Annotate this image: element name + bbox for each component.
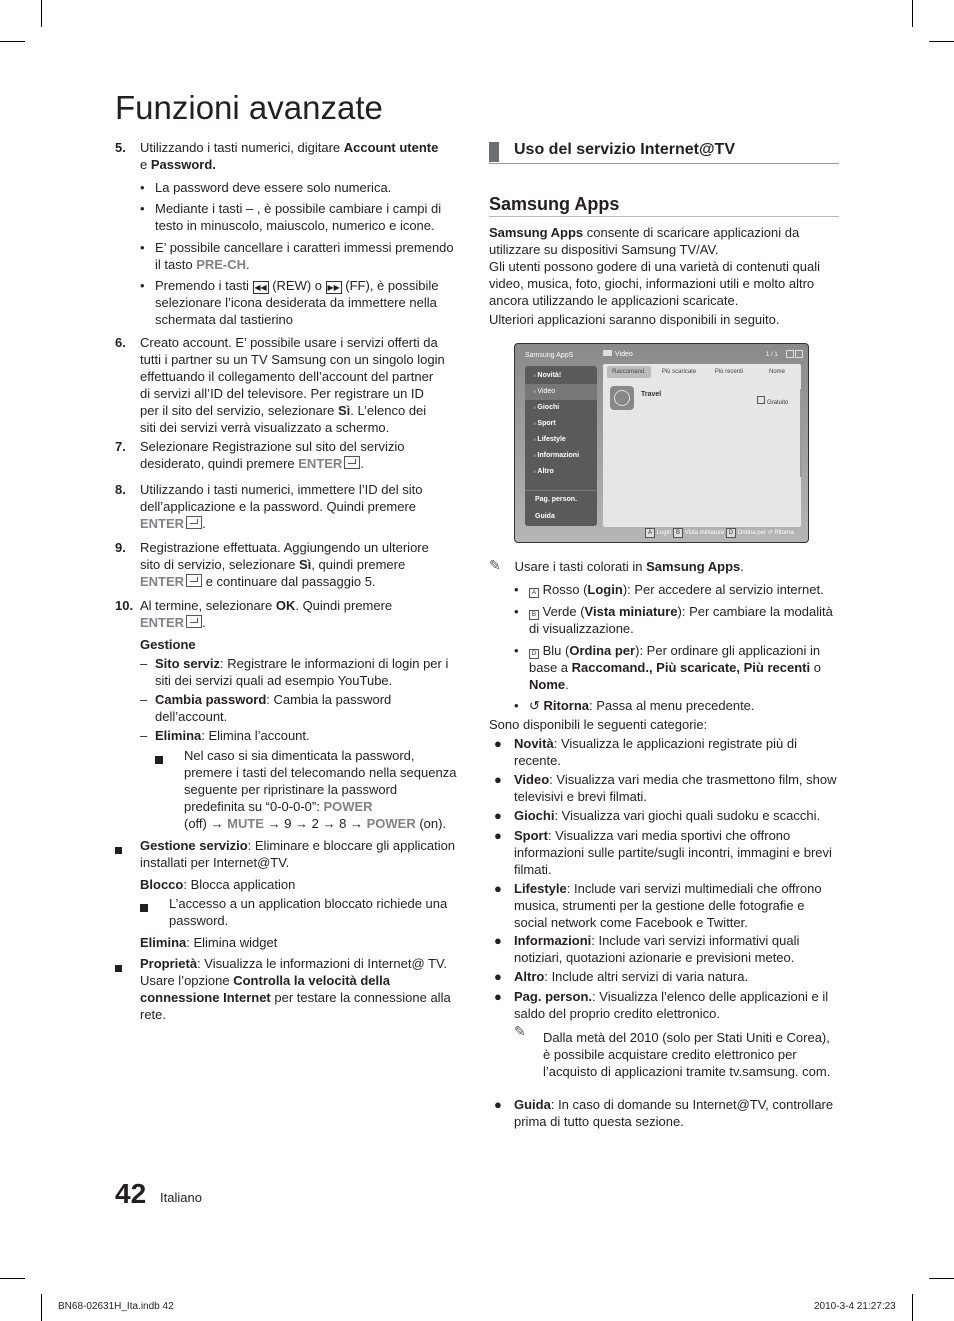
section-heading: Uso del servizio Internet@TV <box>489 141 839 164</box>
note-item: L’accesso a un application bloccato richiede una password. <box>140 895 460 929</box>
color-key-item: • ↺ Ritorna: Passa al menu precedente. <box>514 698 755 713</box>
tv-title: Samsung AppS <box>525 352 574 359</box>
step-8: 8. Utilizzando i tasti numerici, immettere l’ID del sito dell’applicazione e la password. Quindi premere ENTER . <box>115 482 423 531</box>
step-9: 9. Registrazione effettuata. Aggiungendo un ulteriore sito di servizio, selezionare Sì, quindi premere ENTER e continuare dal passaggio 5. <box>115 540 429 589</box>
samsung-apps-screenshot <box>514 343 809 543</box>
list-item: – Elimina: Elimina l’account. <box>140 728 310 743</box>
crop-mark <box>41 0 42 27</box>
tv-tab: Più recenti <box>714 369 744 375</box>
color-key-item: • A Rosso (Login): Per accedere al servizio internet. <box>514 582 824 597</box>
list-item: Proprietà: Visualizza le informazioni di Internet@ TV. Usare l’opzione Controlla la velocità della connessione Internet per testare la connessione alla rete. <box>115 955 465 1023</box>
crop-mark <box>41 1294 42 1321</box>
return-icon: ↺ <box>529 698 540 713</box>
tv-menu-item: ○ Video <box>525 384 597 400</box>
tv-menu-item: Pag. person. <box>535 496 578 503</box>
crop-mark <box>912 0 913 27</box>
video-icon <box>603 350 612 356</box>
enter-icon <box>344 456 360 469</box>
elimina-text: Elimina: Elimina widget <box>140 935 278 950</box>
list-item: ● Pag. person.: Visualizza l’elenco delle applicazioni e il saldo del proprio credito elettronico. <box>494 989 829 1021</box>
print-file-info: BN68-02631H_Ita.indb 42 <box>58 1301 174 1312</box>
tv-menu-item: ○ Sport <box>533 420 556 427</box>
enter-icon <box>186 574 202 587</box>
tv-tabs <box>605 366 799 378</box>
tv-tab: Raccomand. <box>607 366 651 378</box>
step-10: 10. Al termine, selezionare OK. Quindi premere ENTER . <box>115 598 393 630</box>
list-item: • Premendo i tasti ◀◀ (REW) o ▶▶ (FF), è possibile selezionare l’icona desiderata da immettere nella schermata dal tastierino <box>140 278 439 327</box>
list-item: – Cambia password: Cambia la password dell’account. <box>140 692 392 724</box>
list-item: ● Guida: In caso di domande su Internet@TV, controllare prima di tutto questa sezione. <box>494 1097 834 1129</box>
step-7: 7. Selezionare Registrazione sul sito del servizio desiderato, quindi premere ENTER . <box>115 439 405 471</box>
crop-mark <box>929 1278 954 1279</box>
list-item: • Mediante i tasti – , è possibile cambiare i campi di testo in minuscolo, maiuscolo, numerico e icone. <box>140 201 442 233</box>
color-key-item: • D Blu (Ordina per): Per ordinare gli applicazioni in base a Raccomand., Più scaricate, Più recenti o Nome. <box>514 643 821 692</box>
tv-app-price: Gratuito <box>757 396 788 408</box>
tv-page-indicator: 1 / 1 <box>766 352 778 358</box>
crop-mark <box>929 41 954 42</box>
tv-menu-item: Guida <box>535 513 555 520</box>
return-icon: ↺ <box>767 530 773 536</box>
list-item: ● Sport: Visualizza vari media sportivi che offrono informazioni sulle partite/sugli incontri, immagini e brevi filmati. <box>494 828 832 877</box>
list-item: ● Lifestyle: Include vari servizi multimediali che offrono musica, strumenti per la gestione delle fotografie e social network come Facebook e Twitter. <box>494 881 822 930</box>
step-5: 5. Utilizzando i tasti numerici, digitare Account utente e Password. <box>115 140 439 172</box>
tv-menu-item: ○ Lifestyle <box>533 436 566 443</box>
note-icon <box>489 559 505 571</box>
view-icon <box>786 350 794 358</box>
subsection-heading: Samsung Apps <box>489 193 839 217</box>
blue-key-icon: D <box>529 649 539 659</box>
tv-sidebar <box>525 366 597 526</box>
tv-scrollbar <box>800 389 802 477</box>
gestione-heading: Gestione <box>140 637 196 652</box>
tv-menu-item: ○ Altro <box>533 468 554 475</box>
step-6: 6. Creato account. E’ possibile usare i servizi offerti da tutti i partner su un TV Samsung con un singolo login effettuando il collegamento dell’account del partner di servizi all’ID del televisore. Per registrare un ID per il sito del servizio, selezionare Sì. L’elenco dei siti dei servizi verrà visualizzato a schermo. <box>115 335 445 435</box>
blocco-text: Blocco: Blocca application <box>140 877 296 892</box>
print-date-info: 2010-3-4 21:27:23 <box>814 1301 896 1312</box>
page-number: 42 <box>115 1178 147 1209</box>
list-item: • La password deve essere solo numerica. <box>140 180 392 195</box>
rewind-icon: ◀◀ <box>254 283 267 292</box>
list-item: ● Novità: Visualizza le applicazioni registrate più di recente. <box>494 736 798 768</box>
tv-tab: Nome <box>768 369 785 375</box>
note-item: Nel caso si sia dimenticata la password, premere i tasti del telecomando nella sequenza seguente per ripristinare la password predefinita su “0-0-0-0”: POWER (off) → MUTE → 9 → 2 → 8 → POWER (on). <box>155 747 460 832</box>
tv-footer: A Login B Vista miniature D Ordina per ↺ Ritorna <box>645 528 794 538</box>
tv-menu-item: ○ Giochi <box>533 404 560 411</box>
green-key-icon: B <box>529 610 539 620</box>
list-item: – Sito serviz: Registrare le informazioni di login per i siti dei servizi quali ad esempio YouTube. <box>140 656 449 688</box>
note: ✎ Usare i tasti colorati in Samsung Apps. <box>489 558 839 575</box>
crop-mark <box>0 1278 25 1279</box>
list-item: ● Giochi: Visualizza vari giochi quali sudoku e scacchi. <box>494 808 821 823</box>
note: ✎ Dalla metà del 2010 (solo per Stati Uniti e Corea), è possibile acquistare credito elettronico per l’acquisto di applicazioni tramite tv.samsung. com. <box>514 1024 839 1080</box>
fast-forward-icon: ▶▶ <box>327 283 340 292</box>
categories-intro: Sono disponibili le seguenti categorie: <box>489 717 708 732</box>
color-key-item: • B Verde (Vista miniature): Per cambiare la modalità di visualizzazione. <box>514 604 833 636</box>
list-item: ● Altro: Include altri servizi di varia natura. <box>494 969 749 984</box>
tv-menu <box>525 368 597 480</box>
page-title: Funzioni avanzate <box>115 89 383 126</box>
list-item: Gestione servizio: Eliminare e bloccare gli application installati per Internet@TV. <box>115 837 465 871</box>
tv-category: Video <box>603 350 633 359</box>
crop-mark <box>0 41 25 42</box>
list-item: ● Informazioni: Include vari servizi informativi quali notiziari, quotazioni azionarie e previsioni meteo. <box>494 933 800 965</box>
list-item: ● Video: Visualizza vari media che trasmettono film, show televisivi e brevi filmati. <box>494 772 837 804</box>
tv-tab: Più scaricate <box>661 369 697 375</box>
enter-icon <box>186 615 202 628</box>
tv-menu-secondary <box>525 490 597 525</box>
intro-text: Samsung Apps consente di scaricare applicazioni da utilizzare su dispositivi Samsung TV/AV. Gli utenti possono godere di una varietà di contenuti quali video, musica, foto, giochi, informazioni utili e molto altro ancora utilizzando le applicazioni scaricate. Ulteriori applicazioni saranno disponibili in seguito. <box>489 225 820 327</box>
tv-app-name: Travel <box>641 391 662 398</box>
tv-menu-item: ○ Novità! <box>533 372 562 379</box>
travel-app-icon <box>610 386 634 410</box>
page-language: Italiano <box>160 1190 202 1205</box>
crop-mark <box>912 1294 913 1321</box>
tv-menu-item: ○ Informazioni <box>533 452 580 459</box>
note-icon <box>514 1025 530 1037</box>
red-key-icon: A <box>529 588 539 598</box>
list-item: • E’ possibile cancellare i caratteri immessi premendo il tasto PRE-CH. <box>140 240 454 272</box>
view-icon <box>795 350 803 358</box>
enter-icon <box>186 516 202 529</box>
